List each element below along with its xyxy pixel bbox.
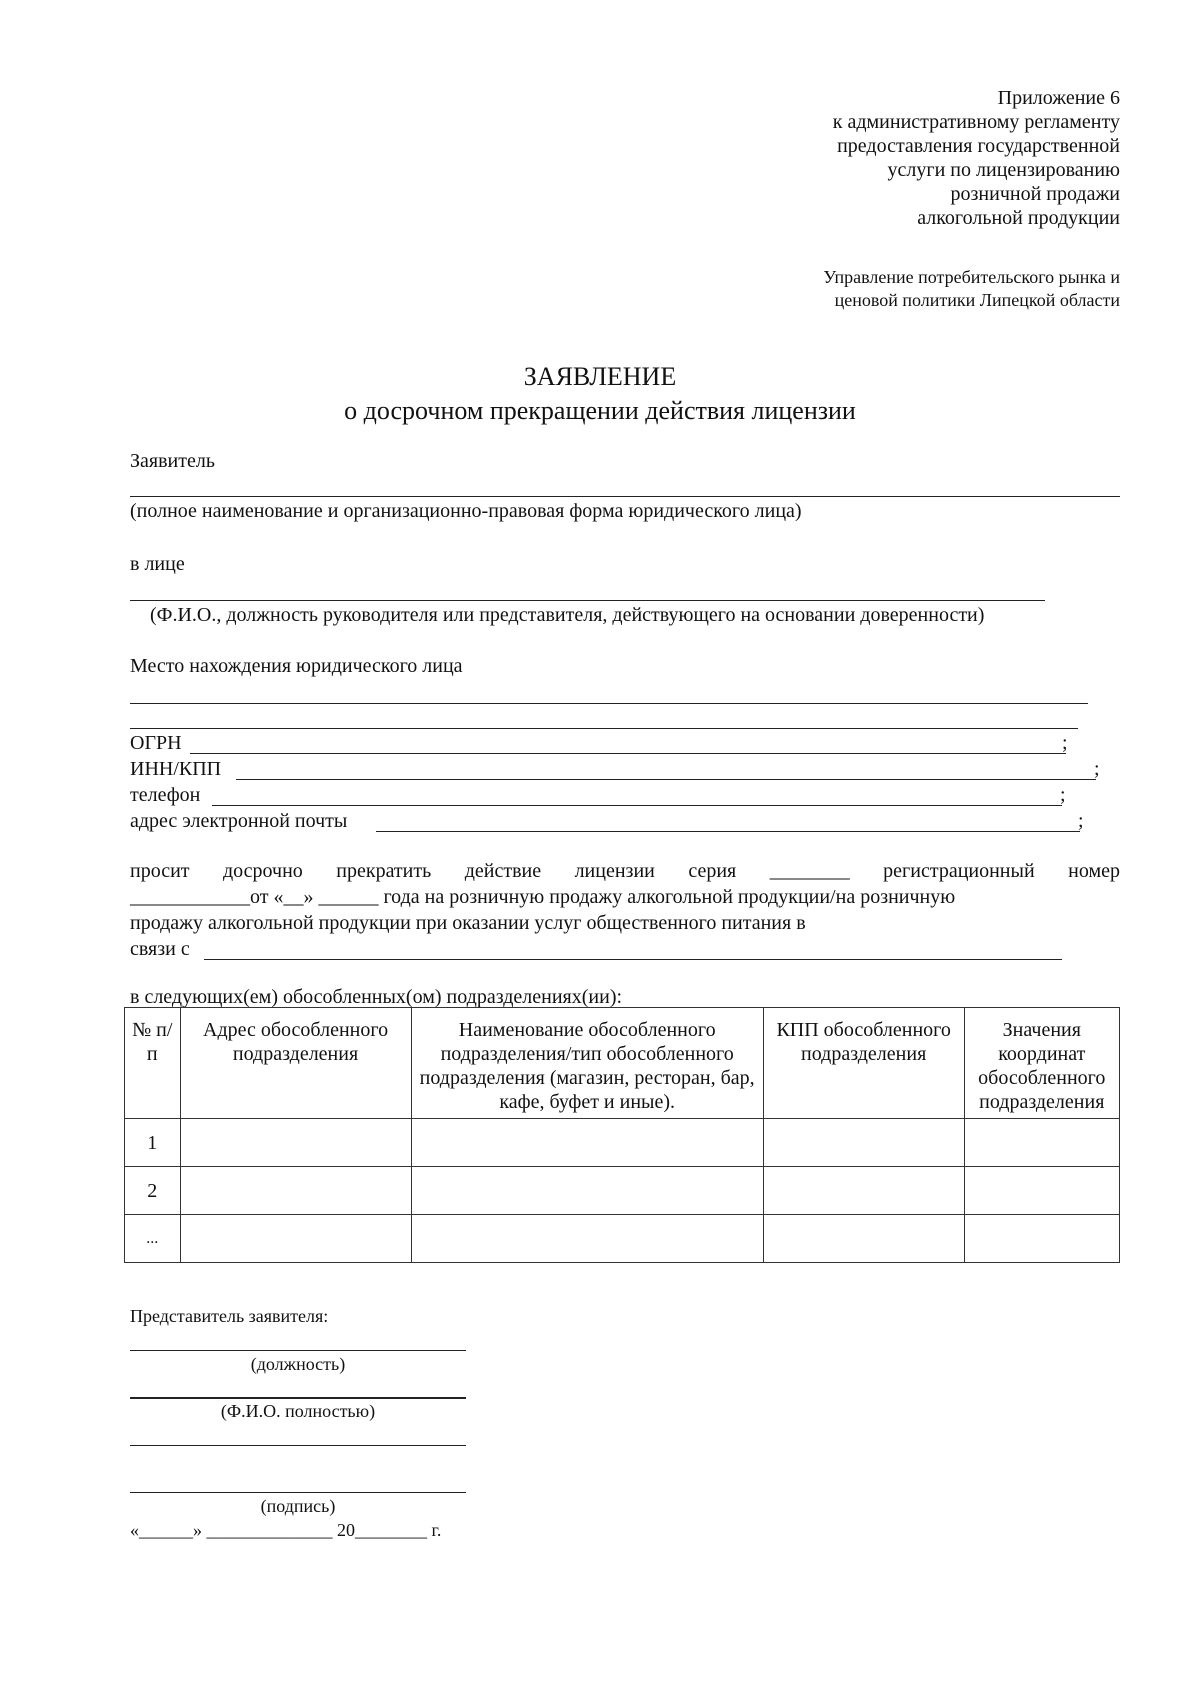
appendix-line: услуги по лицензированию [887, 159, 1120, 181]
name-type-cell[interactable] [411, 1215, 763, 1263]
location-line-2[interactable] [130, 728, 1078, 729]
subdivisions-intro: в следующих(ем) обособленных(ом) подразделениях(ии): [130, 986, 623, 1008]
document-title: ЗАЯВЛЕНИЕ [523, 362, 677, 391]
request-word: регистрационный [883, 860, 1035, 882]
position-line[interactable] [130, 1350, 466, 1351]
row-number: ... [125, 1215, 181, 1263]
document-subtitle: о досрочном прекращении действия лицензии [344, 396, 856, 425]
inn-kpp-label: ИНН/КПП [130, 758, 222, 780]
request-word: прекратить [336, 860, 432, 882]
request-word: действие [464, 860, 542, 882]
full-name-hint: (Ф.И.О. полностью) [220, 1401, 376, 1421]
email-label: адрес электронной почты [130, 810, 348, 832]
col-kpp-header: КПП обособленного подразделения [763, 1008, 964, 1119]
email-terminator: ; [1078, 810, 1084, 832]
signature-label: Представитель заявителя: [130, 1306, 329, 1326]
appendix-line: к административному регламенту [832, 111, 1120, 133]
request-line-3: продажу алкогольной продукции при оказании услуг общественного питания в [130, 912, 806, 934]
appendix-line: алкогольной продукции [917, 207, 1120, 229]
reason-label: связи с [130, 938, 190, 960]
representative-label: в лице [130, 553, 185, 575]
phone-label: телефон [130, 784, 201, 806]
kpp-cell[interactable] [763, 1119, 964, 1167]
request-word: номер [1068, 860, 1120, 882]
department-line: ценовой политики Липецкой области [834, 290, 1120, 310]
subdivisions-table [124, 1007, 1120, 1263]
coordinates-cell[interactable] [964, 1167, 1119, 1215]
appendix-line: Приложение 6 [997, 87, 1120, 109]
phone-line[interactable] [212, 805, 1062, 806]
col-number-header: № п/п [125, 1008, 181, 1119]
email-line[interactable] [376, 831, 1080, 832]
col-address-header: Адрес обособленного подразделения [180, 1008, 411, 1119]
request-word: досрочно [223, 860, 303, 882]
coordinates-cell[interactable] [964, 1119, 1119, 1167]
row-number: 2 [125, 1167, 181, 1215]
table-row [125, 1119, 1120, 1167]
name-type-cell[interactable] [411, 1119, 763, 1167]
applicant-hint: (полное наименование и организационно-правовая форма юридического лица) [130, 500, 802, 522]
appendix-line: розничной продажи [950, 183, 1120, 205]
reason-line[interactable] [204, 959, 1062, 960]
request-word: лицензии [574, 860, 655, 882]
ogrn-line[interactable] [190, 753, 1066, 754]
date-field[interactable]: «______» ______________ 20________ г. [130, 1520, 442, 1540]
inn-kpp-line[interactable] [236, 779, 1096, 780]
phone-terminator: ; [1060, 784, 1066, 806]
department-addressee [823, 266, 1120, 312]
representative-name-line[interactable] [130, 600, 1045, 601]
extra-line[interactable] [130, 1445, 466, 1446]
applicant-name-line[interactable] [130, 496, 1120, 497]
signature-line[interactable] [130, 1492, 466, 1493]
table-row [125, 1215, 1120, 1263]
position-hint: (должность) [250, 1354, 346, 1374]
coordinates-cell[interactable] [964, 1215, 1119, 1263]
license-series-blank[interactable]: ________ [769, 860, 850, 882]
ogrn-terminator: ; [1062, 732, 1068, 754]
request-word: серия [688, 860, 737, 882]
inn-kpp-terminator: ; [1094, 758, 1100, 780]
address-cell[interactable] [180, 1119, 411, 1167]
request-line-2[interactable]: ____________от «__» ______ года на розничную продажу алкогольной продукции/на розничную [130, 886, 956, 908]
col-coordinates-header: Значения координат обособленного подразделения [964, 1008, 1119, 1119]
kpp-cell[interactable] [763, 1167, 964, 1215]
row-number: 1 [125, 1119, 181, 1167]
appendix-line: предоставления государственной [837, 135, 1120, 157]
department-line: Управление потребительского рынка и [823, 267, 1120, 287]
representative-hint: (Ф.И.О., должность руководителя или представителя, действующего на основании доверенности) [150, 604, 985, 626]
full-name-line[interactable] [130, 1397, 466, 1399]
table-row [125, 1167, 1120, 1215]
name-type-cell[interactable] [411, 1167, 763, 1215]
ogrn-label: ОГРН [130, 732, 182, 754]
address-cell[interactable] [180, 1167, 411, 1215]
location-line-1[interactable] [130, 703, 1088, 704]
kpp-cell[interactable] [763, 1215, 964, 1263]
request-line-1 [130, 860, 1120, 883]
address-cell[interactable] [180, 1215, 411, 1263]
appendix-header [833, 86, 1120, 230]
applicant-label: Заявитель [130, 450, 215, 472]
location-label: Место нахождения юридического лица [130, 655, 463, 677]
table-header-row [125, 1008, 1120, 1119]
signature-hint: (подпись) [260, 1496, 336, 1516]
col-name-type-header: Наименование обособленного подразделения/тип обособленного подразделения (магазин, ресторан, бар, кафе, буфет и иные). [411, 1008, 763, 1119]
request-word: просит [130, 860, 190, 882]
